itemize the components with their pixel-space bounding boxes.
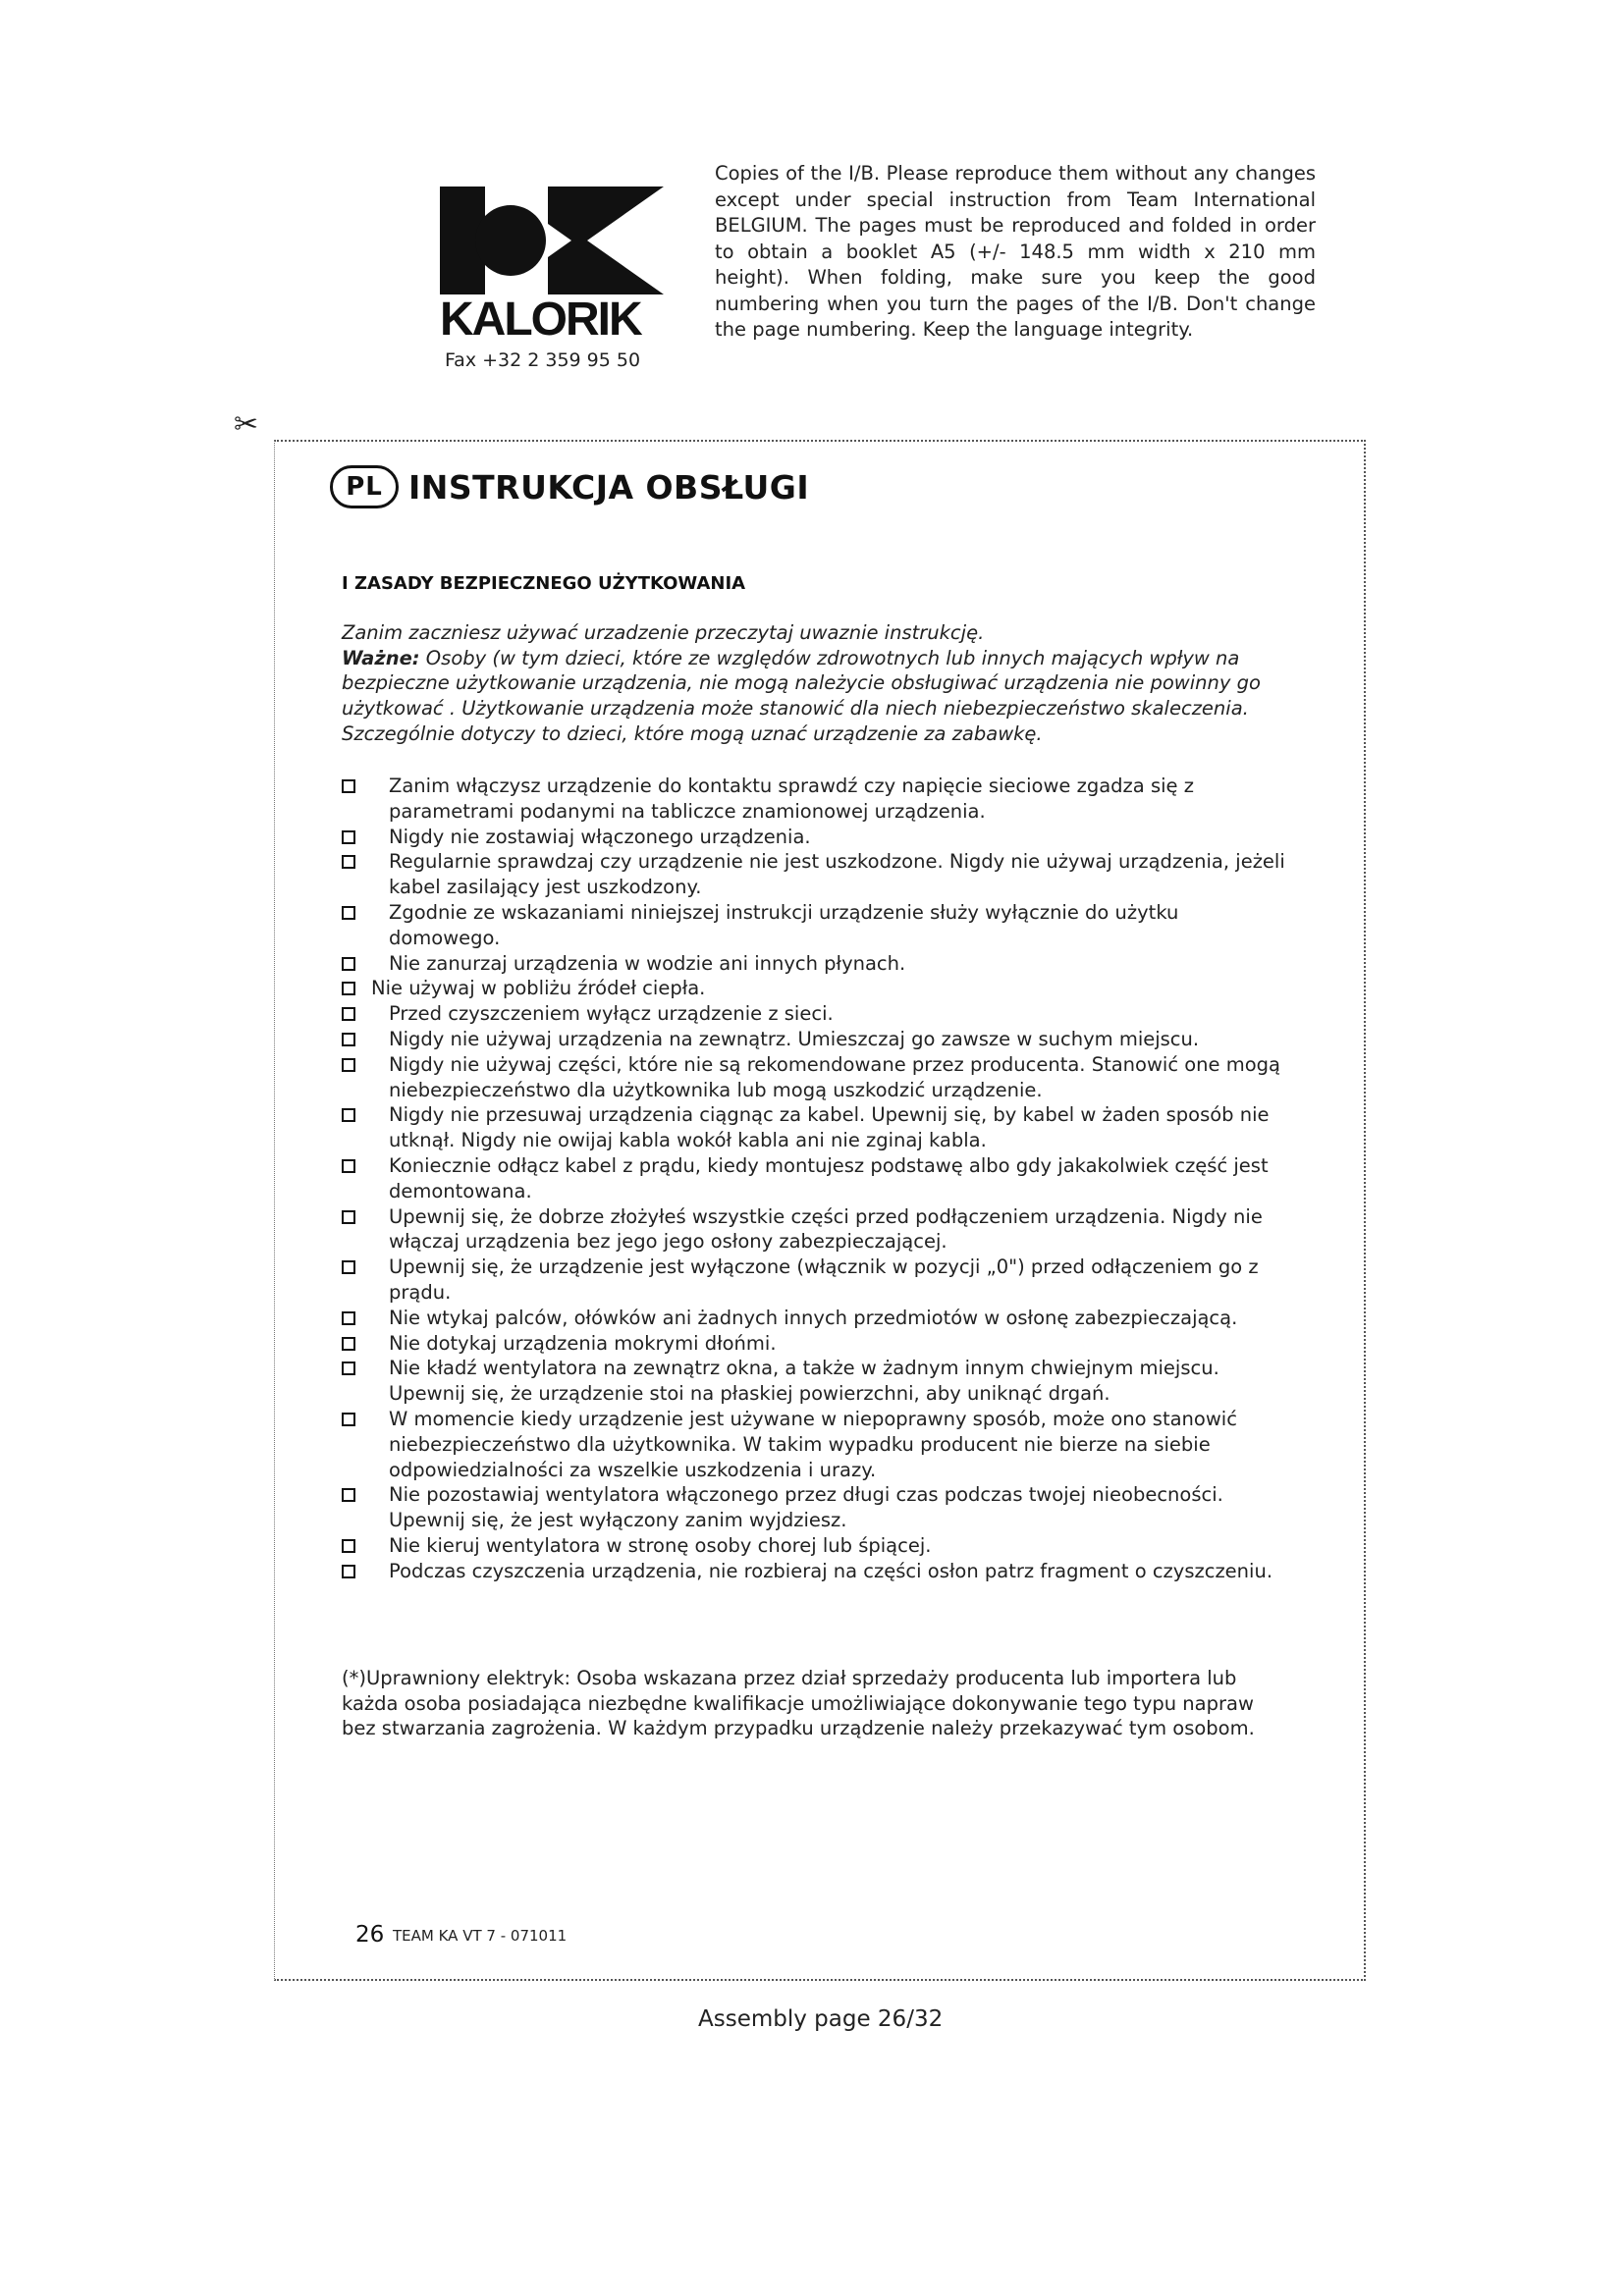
- list-item-text: Regularnie sprawdzaj czy urządzenie nie jest uszkodzone. Nigdy nie używaj urządzenia, jeżeli kabel zasilający jest uszkodzony.: [389, 850, 1285, 899]
- list-item-text: Nie wtykaj palców, ołówków ani żadnych innych przedmiotów w osłonę zabezpieczającą.: [389, 1306, 1238, 1329]
- list-item: [342, 1027, 1286, 1052]
- list-item: [342, 1356, 1286, 1407]
- kalorik-wordmark: KALORIK: [440, 294, 641, 346]
- checkbox-bullet-icon: [342, 779, 355, 793]
- checkbox-bullet-icon: [342, 1488, 355, 1502]
- list-item-text: Nie dotykaj urządzenia mokrymi dłońmi.: [389, 1331, 777, 1355]
- checkbox-bullet-icon: [342, 982, 355, 995]
- checkbox-bullet-icon: [342, 830, 355, 844]
- checkbox-bullet-icon: [342, 1260, 355, 1274]
- list-item-text: Nie pozostawiaj wentylatora włączonego przez długi czas podczas twojej nieobecności. Upewnij się, że jest wyłączony zanim wyjdziesz.: [389, 1483, 1223, 1532]
- list-item-text: W momencie kiedy urządzenie jest używane w niepoprawny sposób, może ono stanowić niebezpieczeństwo dla użytkownika. W takim wypadku producent nie bierze na siebie odpowiedzialności za wszelkie uszkodzenia i urazy.: [389, 1407, 1237, 1481]
- list-item-text: Nie używaj w pobliżu źródeł ciepła.: [371, 977, 706, 1000]
- list-item: [342, 1204, 1286, 1255]
- checkbox-bullet-icon: [342, 1033, 355, 1046]
- list-item-text: Koniecznie odłącz kabel z prądu, kiedy montujesz podstawę albo gdy jakakolwiek część jest demontowana.: [389, 1153, 1269, 1202]
- manual-title: INSTRUKCJA OBSŁUGI: [408, 467, 810, 507]
- checkbox-bullet-icon: [342, 1007, 355, 1021]
- intro-line: Zanim zaczniesz używać urzadzenie przeczytaj uwaznie instrukcję.: [342, 621, 985, 644]
- list-item: [342, 900, 1286, 951]
- copies-instruction: Copies of the I/B. Please reproduce them without any changes except under special instruction from Team International BELGIUM. The pages must be reproduced and folded in order to obtain a booklet A5 (+/- 148.5 mm width x 210 mm height). When folding, make sure you keep the good numbering when you turn the pages of the I/B. Don't change the page numbering. Keep the language integrity.: [715, 162, 1316, 341]
- list-item-text: Przed czyszczeniem wyłącz urządzenie z sieci.: [389, 1002, 834, 1026]
- checkbox-bullet-icon: [342, 1565, 355, 1578]
- list-item: [342, 1407, 1286, 1482]
- manual-header: [330, 465, 809, 508]
- list-item-text: Nie zanurzaj urządzenia w wodzie ani innych płynach.: [389, 951, 906, 975]
- checkbox-bullet-icon: [342, 1337, 355, 1351]
- list-item-text: Nie kieruj wentylatora w stronę osoby chorej lub śpiącej.: [389, 1533, 932, 1557]
- checkbox-bullet-icon: [342, 1210, 355, 1224]
- list-item: [342, 1153, 1286, 1204]
- electrician-note: (*)Uprawniony elektryk: Osoba wskazana przez dział sprzedaży producenta lub importera lub każda osoba posiadająca niezbędne kwalifikacje umożliwiające dokonywanie tego typu napraw bez stwarzania zagrożenia. W każdym przypadku urządzenie należy przekazywać tym osobom.: [342, 1667, 1255, 1740]
- section-heading: I ZASADY BEZPIECZNEGO UŻYTKOWANIA: [342, 573, 746, 594]
- list-item: [342, 951, 1286, 977]
- list-item-text: Nigdy nie używaj części, które nie są rekomendowane przez producenta. Stanowić one mogą niebezpieczeństwo dla użytkownika lub mogą uszkodzić urządzenie.: [389, 1052, 1280, 1101]
- kalorik-logo: [440, 187, 676, 347]
- list-item-text: Nigdy nie przesuwaj urządzenia ciągnąc za kabel. Upewnij się, by kabel w żaden sposób nie utknął. Nigdy nie owijaj kabla wokół kabla ani nie zginaj kabla.: [389, 1103, 1270, 1152]
- checkbox-bullet-icon: [342, 1108, 355, 1122]
- list-item: [342, 774, 1286, 825]
- checkbox-bullet-icon: [342, 1362, 355, 1375]
- checkbox-bullet-icon: [342, 906, 355, 920]
- intro-paragraph: [342, 620, 1286, 747]
- list-item-text: Podczas czyszczenia urządzenia, nie rozbieraj na części osłon patrz fragment o czyszczeniu.: [389, 1559, 1273, 1582]
- list-item-text: Nigdy nie używaj urządzenia na zewnątrz. Umieszczaj go zawsze w suchym miejscu.: [389, 1027, 1200, 1050]
- list-item: [342, 976, 1286, 1001]
- important-note: [342, 646, 1286, 747]
- kalorik-k-mark-icon: [440, 187, 664, 294]
- fax-number: Fax +32 2 359 95 50: [445, 349, 641, 371]
- list-item-text: Nigdy nie zostawiaj włączonego urządzenia.: [389, 825, 811, 848]
- list-item: [342, 1331, 1286, 1357]
- checkbox-bullet-icon: [342, 1311, 355, 1325]
- checkbox-bullet-icon: [342, 855, 355, 869]
- list-item-text: Upewnij się, że urządzenie jest wyłączone (włącznik w pozycji „0") przed odłączeniem go z prądu.: [389, 1255, 1259, 1304]
- list-item: [342, 1052, 1286, 1103]
- page-number: 26: [355, 1922, 385, 1948]
- checkbox-bullet-icon: [342, 1159, 355, 1173]
- important-label: Ważne:: [342, 646, 420, 669]
- language-badge: PL: [330, 465, 399, 508]
- assembly-page-label: Assembly page 26/32: [698, 2006, 944, 2032]
- document-code: TEAM KA VT 7 - 071011: [393, 1927, 568, 1945]
- list-item-text: Zanim włączysz urządzenie do kontaktu sprawdź czy napięcie sieciowe zgadza się z parametrami podanymi na tabliczce znamionowej urządzenia.: [389, 774, 1194, 823]
- list-item: [342, 825, 1286, 850]
- checkbox-bullet-icon: [342, 1058, 355, 1072]
- checkbox-bullet-icon: [342, 1539, 355, 1553]
- list-item: [342, 849, 1286, 900]
- list-item: [342, 1306, 1286, 1331]
- list-item: [342, 1102, 1286, 1153]
- list-item-text: Zgodnie ze wskazaniami niniejszej instrukcji urządzenie służy wyłącznie do użytku domowego.: [389, 900, 1179, 949]
- list-item-text: Nie kładź wentylatora na zewnątrz okna, a także w żadnym innym chwiejnym miejscu. Upewnij się, że urządzenie stoi na płaskiej powierzchni, aby uniknąć drgań.: [389, 1357, 1219, 1406]
- list-item: [342, 1255, 1286, 1306]
- important-text: Osoby (w tym dzieci, które ze względów zdrowotnych lub innych mających wpływ na bezpieczne użytkowanie urządzenia, nie mogą należycie obsługiwać urządzenia nie powinny go użytkować . Użytkowanie urządzenia może stanowić dla niech niebezpieczeństwo skaleczenia. Szczególnie dotyczy to dzieci, które mogą uznać urządzenie za zabawkę.: [342, 646, 1261, 745]
- list-item: [342, 1559, 1286, 1584]
- list-item: [342, 1533, 1286, 1559]
- safety-list: [342, 774, 1286, 1584]
- checkbox-bullet-icon: [342, 1413, 355, 1426]
- list-item: [342, 1001, 1286, 1027]
- scissors-icon: ✂: [234, 407, 259, 442]
- list-item: [342, 1482, 1286, 1533]
- checkbox-bullet-icon: [342, 957, 355, 971]
- list-item-text: Upewnij się, że dobrze złożyłeś wszystkie części przed podłączeniem urządzenia. Nigdy nie włączaj urządzenia bez jego jego osłony zabezpieczającej.: [389, 1204, 1263, 1254]
